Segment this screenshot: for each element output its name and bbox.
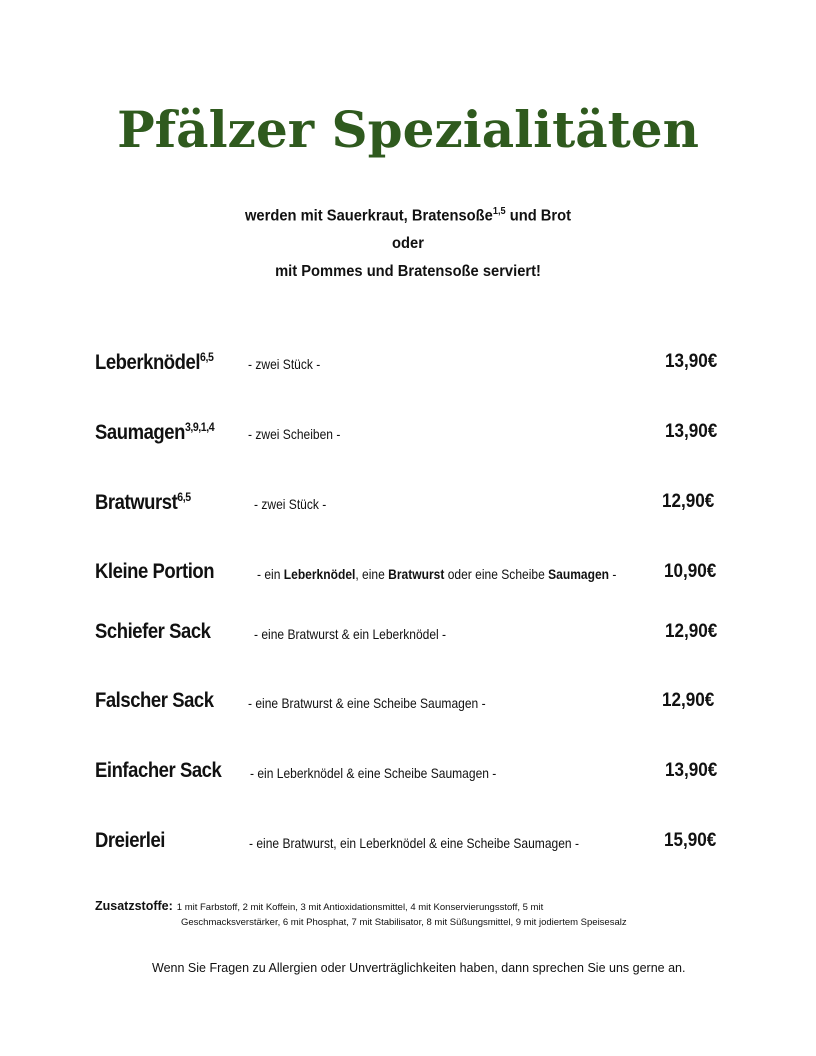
allergen-footnote: 1,5 <box>492 206 506 217</box>
additives-legend <box>95 897 755 928</box>
serving-note-line-3: mit Pommes und Bratensoße serviert! <box>275 263 541 281</box>
item-name: Schiefer Sack <box>95 620 211 643</box>
item-name: Falscher Sack <box>95 689 214 712</box>
item-name: Saumagen$^{3,9,1,4}$ <box>95 420 215 444</box>
menu-item-leberknoedel <box>95 350 735 384</box>
serving-note <box>33 198 784 286</box>
item-description: - zwei Stück - <box>248 356 321 372</box>
item-description: - ein Leberknödel, eine Bratwurst oder eine Scheibe Saumagen - <box>257 566 617 582</box>
item-description: - eine Bratwurst, ein Leberknödel & eine Scheibe Saumagen - <box>249 835 579 851</box>
item-description: - eine Bratwurst & eine Scheibe Saumagen - <box>248 695 486 711</box>
item-name: Bratwurst$^{6,5}$ <box>95 490 191 514</box>
page-title: Pfälzer Spezialitäten <box>117 100 699 159</box>
item-price: 12,90€ <box>662 690 715 711</box>
item-price: 10,90€ <box>664 561 717 582</box>
menu-item-falscher-sack <box>95 689 735 723</box>
menu-item-einfacher-sack <box>95 759 735 793</box>
additives-line-2: Geschmacksverstärker, 6 mit Phosphat, 7 mit Stabilisator, 8 mit Süßungsmittel, 9 mit jodiertem Speisesalz <box>181 917 627 928</box>
serving-note-line-1: werden mit Sauerkraut, Bratensoße$^{1,5}$ und Brot <box>244 206 572 225</box>
allergy-note: Wenn Sie Fragen zu Allergien oder Unverträglichkeiten haben, dann sprechen Sie uns gerne an. <box>152 961 686 975</box>
item-price: 12,90€ <box>665 621 718 642</box>
item-name: Dreierlei <box>95 829 166 852</box>
item-price: 15,90€ <box>664 830 717 851</box>
item-description: - zwei Scheiben - <box>248 426 341 442</box>
item-price: 13,90€ <box>665 421 718 442</box>
serving-note-line-2: oder <box>392 235 424 253</box>
menu-item-kleine-portion <box>95 560 735 594</box>
item-description: - zwei Stück - <box>254 496 327 512</box>
item-price: 13,90€ <box>665 351 718 372</box>
menu-item-bratwurst <box>95 490 735 524</box>
item-name: Kleine Portion <box>95 560 215 583</box>
item-name: Einfacher Sack <box>95 759 222 782</box>
additives-line-1: 1 mit Farbstoff, 2 mit Koffein, 3 mit Antioxidationsmittel, 4 mit Konservierungsstoff, 5 mit <box>176 902 544 913</box>
menu-item-dreierlei <box>95 829 735 863</box>
additives-label: Zusatzstoffe: <box>95 899 173 913</box>
menu-item-saumagen <box>95 420 735 454</box>
item-price: 13,90€ <box>665 760 718 781</box>
menu-item-schiefer-sack <box>95 620 735 654</box>
item-description: - ein Leberknödel & eine Scheibe Saumagen - <box>250 765 497 781</box>
item-name: Leberknödel$^{6,5}$ <box>95 350 214 374</box>
item-price: 12,90€ <box>662 491 715 512</box>
item-description: - eine Bratwurst & ein Leberknödel - <box>254 626 447 642</box>
